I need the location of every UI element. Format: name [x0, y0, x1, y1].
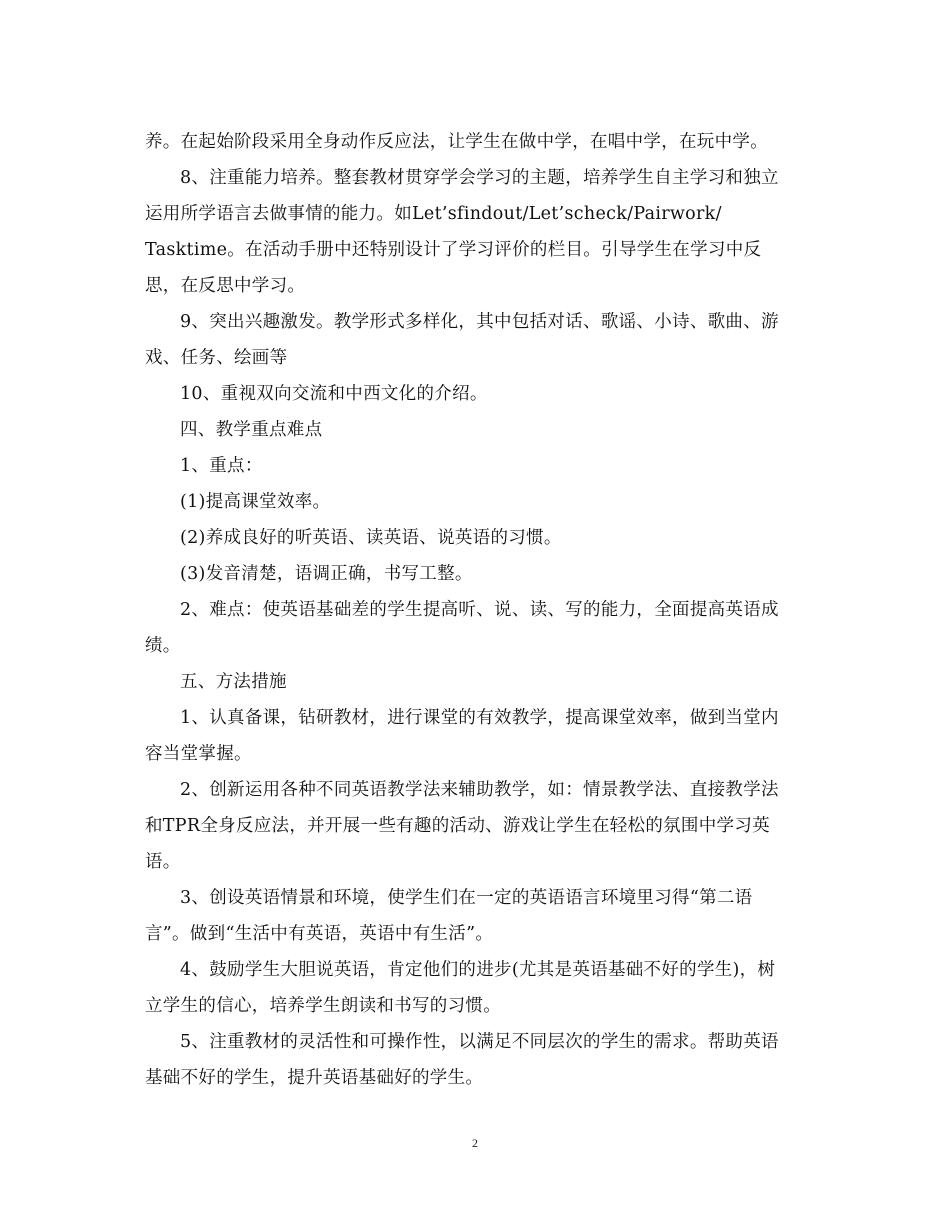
text-line: 基础不好的学生，提升英语基础好的学生。 — [145, 1068, 484, 1088]
text-line: 2、创新运用各种不同英语教学法来辅助教学，如：情景教学法、直接教学法 — [180, 780, 779, 800]
page-number: 2 — [472, 1136, 478, 1150]
section-heading: 四、教学重点难点 — [180, 420, 323, 440]
text-line: 8、注重能力培养。整套教材贯穿学会学习的主题，培养学生自主学习和独立 — [180, 168, 779, 188]
text-line: 5、注重教材的灵活性和可操作性，以满足不同层次的学生的需求。帮助英语 — [180, 1032, 779, 1052]
text-line: (1)提高课堂效率。 — [180, 492, 331, 512]
text-line: 2、难点：使英语基础差的学生提高听、说、读、写的能力，全面提高英语成 — [180, 600, 779, 620]
text-line: 绩。 — [145, 636, 181, 656]
body-text — [145, 124, 813, 1096]
text-line: (3)发音清楚，语调正确，书写工整。 — [180, 564, 473, 584]
text-line: Tasktime。在活动手册中还特别设计了学习评价的栏目。引导学生在学习中反 — [145, 240, 762, 260]
text-line: (2)养成良好的听英语、读英语、说英语的习惯。 — [180, 528, 562, 548]
text-line: 3、创设英语情景和环境，使学生们在一定的英语语言环境里习得“第二语 — [180, 888, 753, 908]
text-line: 语。 — [145, 852, 181, 872]
text-line: 立学生的信心，培养学生朗读和书写的习惯。 — [145, 996, 501, 1016]
text-line: 9、突出兴趣激发。教学形式多样化，其中包括对话、歌谣、小诗、歌曲、游 — [180, 312, 779, 332]
text-line: 10、重视双向交流和中西文化的介绍。 — [180, 384, 488, 404]
text-line: 思，在反思中学习。 — [145, 276, 306, 296]
text-line: 1、重点： — [180, 456, 263, 476]
text-line: 言”。做到“生活中有英语，英语中有生活”。 — [145, 924, 494, 944]
text-line: 容当堂掌握。 — [145, 744, 252, 764]
section-heading: 五、方法措施 — [180, 672, 287, 692]
text-line: 戏、任务、绘画等 — [145, 348, 288, 368]
text-line: 4、鼓励学生大胆说英语，肯定他们的进步(尤其是英语基础不好的学生)，树 — [180, 960, 776, 980]
text-line: 养。在起始阶段采用全身动作反应法，让学生在做中学，在唱中学，在玩中学。 — [145, 132, 768, 152]
text-line: 1、认真备课，钻研教材，进行课堂的有效教学，提高课堂效率，做到当堂内 — [180, 708, 779, 728]
text-line: 运用所学语言去做事情的能力。如Let’sfindout/Let’scheck/Pairwork/ — [145, 204, 722, 224]
text-line: 和TPR全身反应法，并开展一些有趣的活动、游戏让学生在轻松的氛围中学习英 — [145, 816, 770, 836]
